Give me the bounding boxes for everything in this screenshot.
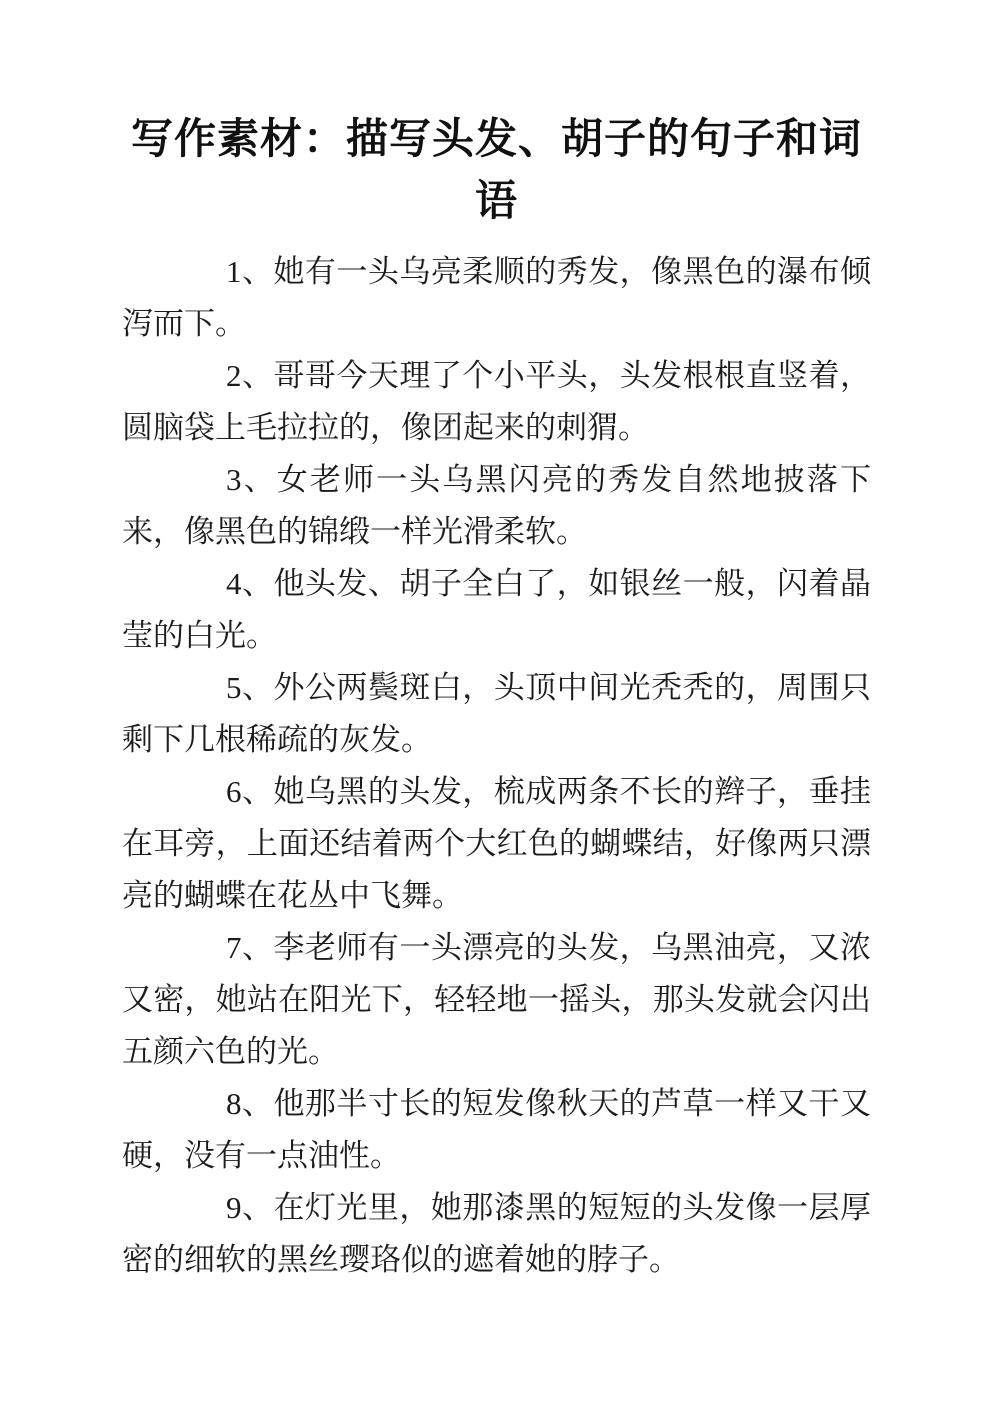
paragraph: 1、她有一头乌亮柔顺的秀发，像黑色的瀑布倾泻而下。 <box>122 254 871 341</box>
paragraph: 4、他头发、胡子全白了，如银丝一般，闪着晶莹的白光。 <box>122 566 871 653</box>
page-title: 写作素材：描写头发、胡子的句子和词语 <box>130 115 862 224</box>
paragraph: 9、在灯光里，她那漆黑的短短的头发像一层厚密的细软的黑丝璎珞似的遮着她的脖子。 <box>122 1190 871 1277</box>
paragraph: 6、她乌黑的头发，梳成两条不长的辫子，垂挂在耳旁，上面还结着两个大红色的蝴蝶结，好像两只漂亮的蝴蝶在花丛中飞舞。 <box>122 774 871 913</box>
paragraph: 5、外公两鬓斑白，头顶中间光秃秃的，周围只剩下几根稀疏的灰发。 <box>122 670 871 757</box>
document-body <box>122 246 871 1286</box>
paragraph: 2、哥哥今天理了个小平头，头发根根直竖着，圆脑袋上毛拉拉的，像团起来的刺猬。 <box>122 358 871 445</box>
paragraph: 8、他那半寸长的短发像秋天的芦草一样又干又硬，没有一点油性。 <box>122 1086 871 1173</box>
paragraph: 3、女老师一头乌黑闪亮的秀发自然地披落下来，像黑色的锦缎一样光滑柔软。 <box>122 462 871 549</box>
paragraph: 7、李老师有一头漂亮的头发，乌黑油亮，又浓又密，她站在阳光下，轻轻地一摇头，那头发就会闪出五颜六色的光。 <box>122 930 871 1069</box>
